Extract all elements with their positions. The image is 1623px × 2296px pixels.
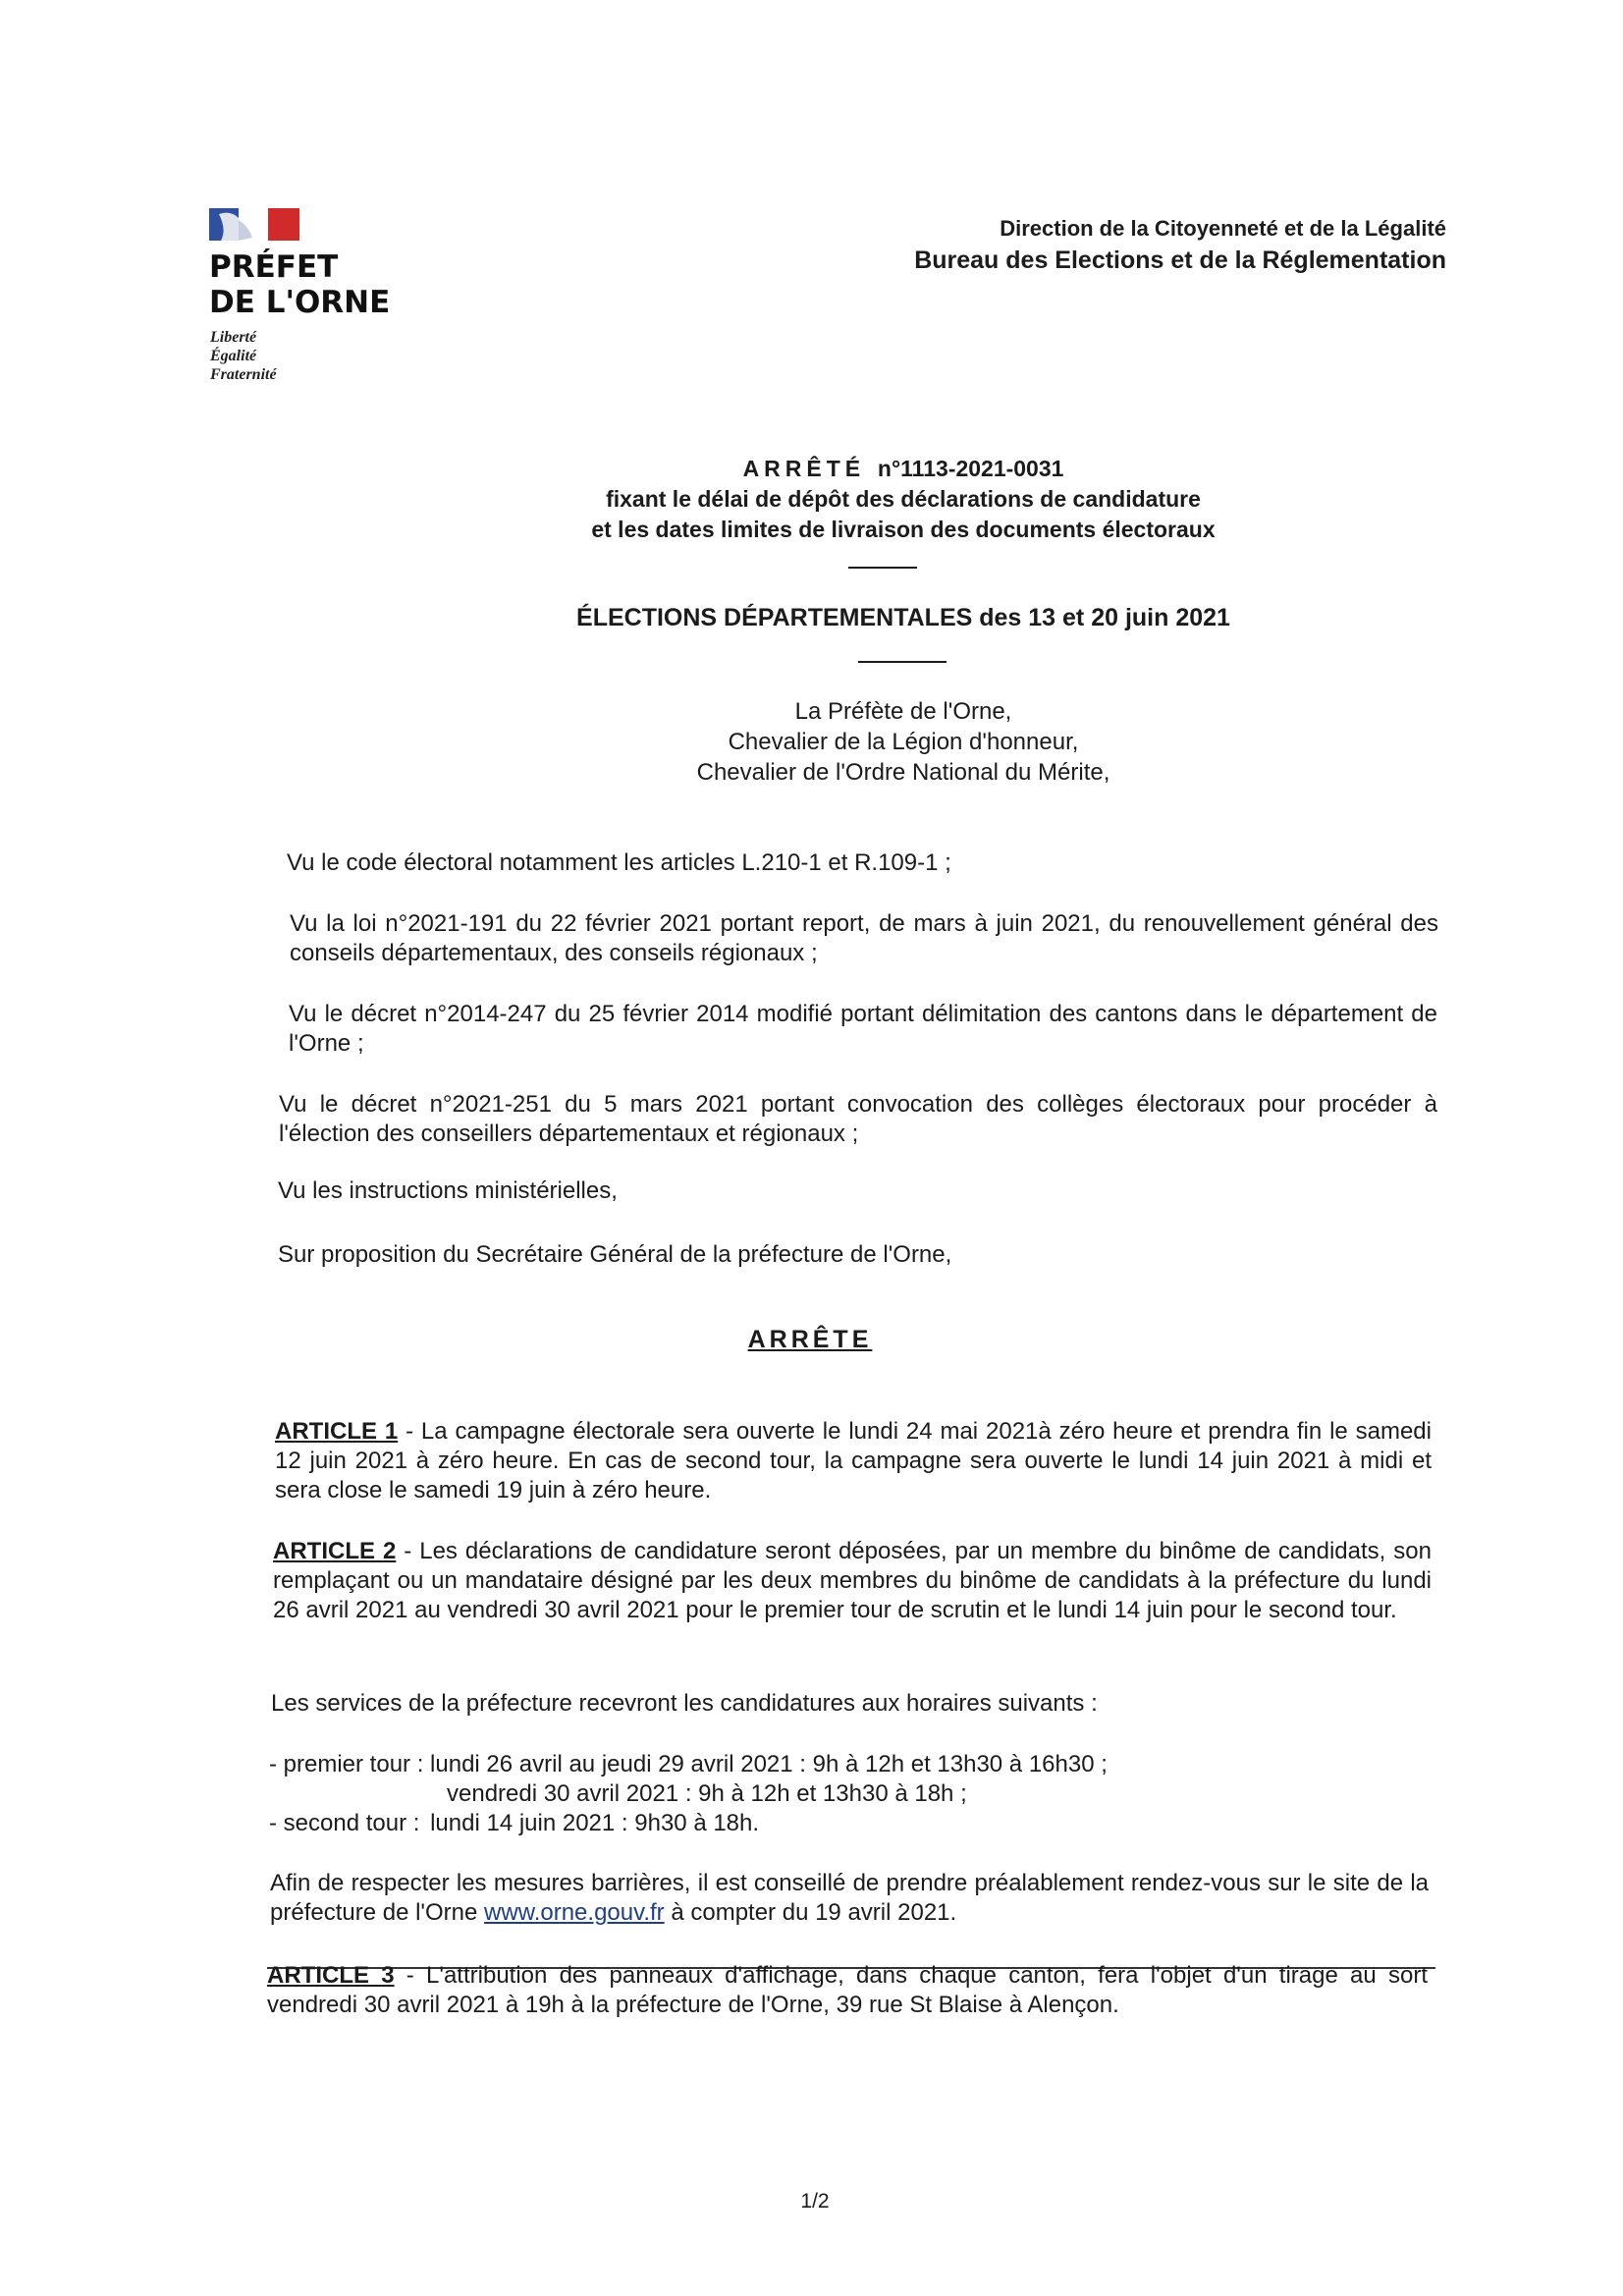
visa-decret-convocation: Vu le décret n°2021-251 du 5 mars 2021 portant convocation des collèges électoraux pour procéder à l'élection des conseillers départementaux et régionaux ;	[279, 1091, 1437, 1147]
visa-loi: Vu la loi n°2021-191 du 22 février 2021 portant report, de mars à juin 2021, du renouvellement général des conseils départementaux, des conseils régionaux ;	[290, 910, 1438, 966]
decree-title: ARRÊTÉ n°1113-2021-0031 fixant le délai de dépôt des déclarations de candidature et les dates limites de livraison des documents électoraux	[591, 456, 1216, 542]
article-1: ARTICLE 1 - La campagne électorale sera ouverte le lundi 24 mai 2021à zéro heure et prendra fin le samedi 12 juin 2021 à zéro heure. En cas de second tour, la campagne sera ouverte le lundi 14 juin 2021 à midi et sera close le samedi 19 juin à zéro heure.	[275, 1418, 1432, 1503]
republic-motto: Liberté Égalité Fraternité	[210, 329, 277, 383]
page-number: 1/2	[800, 2190, 830, 2213]
visa-code-electoral: Vu le code électoral notamment les articles L.210-1 et R.109-1 ;	[287, 849, 951, 876]
horaires-list: - premier tour : lundi 26 avril au jeudi 29 avril 2021 : 9h à 12h et 13h30 à 16h30 ; vendredi 30 avril 2021 : 9h à 12h et 13h30 à 18h ; - second tour : lundi 14 juin 2021 : 9h30 à 18h.	[269, 1751, 1108, 1836]
services-horaires: Les services de la préfecture recevront les candidatures aux horaires suivants :	[271, 1690, 1098, 1717]
article-2: ARTICLE 2 - Les déclarations de candidature seront déposées, par un membre du binôme de candidats, son remplaçant ou un mandataire désigné par les deux membres du binôme de candidats à la préfecture du lundi 26 avril 2021 au vendredi 30 avril 2021 pour le premier tour de scrutin et le lundi 14 juin pour le second tour.	[273, 1538, 1432, 1623]
divider	[858, 661, 947, 663]
visa-instructions: Vu les instructions ministérielles,	[278, 1177, 618, 1204]
article-3: ARTICLE 3 - L'attribution des panneaux d'affichage, dans chaque canton, fera l'objet d'un tirage au sort vendredi 30 avril 2021 à 19h à la préfecture de l'Orne, 39 rue St Blaise à Alençon.	[267, 1962, 1428, 2018]
arrete-heading: ARRÊTE	[747, 1326, 873, 1353]
visa-proposition: Sur proposition du Secrétaire Général de la préfecture de l'Orne,	[278, 1241, 952, 1268]
divider	[848, 567, 917, 569]
article-1-label: ARTICLE 1	[275, 1418, 399, 1445]
issuing-department: Direction de la Citoyenneté et de la Légalité Bureau des Elections et de la Réglementation	[914, 216, 1446, 274]
prefecture-website-link[interactable]: www.orne.gouv.fr	[484, 1899, 665, 1926]
afin-paragraph: Afin de respecter les mesures barrières, il est conseillé de prendre préalablement rendez-vous sur le site de la préfecture de l'Orne www.orne.gouv.fr à compter du 19 avril 2021.	[270, 1870, 1429, 1926]
article-2-label: ARTICLE 2	[273, 1538, 397, 1564]
elections-heading: ÉLECTIONS DÉPARTEMENTALES des 13 et 20 juin 2021	[576, 604, 1230, 631]
prefete-titles: La Préfète de l'Orne, Chevalier de la Légion d'honneur, Chevalier de l'Ordre National du Mérite,	[696, 698, 1110, 786]
prefet-logo-title: PRÉFET DE L'ORNE	[209, 249, 391, 320]
marianne-flag-logo	[209, 208, 299, 241]
visa-decret-cantons: Vu le décret n°2014-247 du 25 février 2014 modifié portant délimitation des cantons dans le département de l'Orne ;	[289, 1001, 1437, 1057]
article-3-label: ARTICLE 3	[267, 1962, 395, 1989]
